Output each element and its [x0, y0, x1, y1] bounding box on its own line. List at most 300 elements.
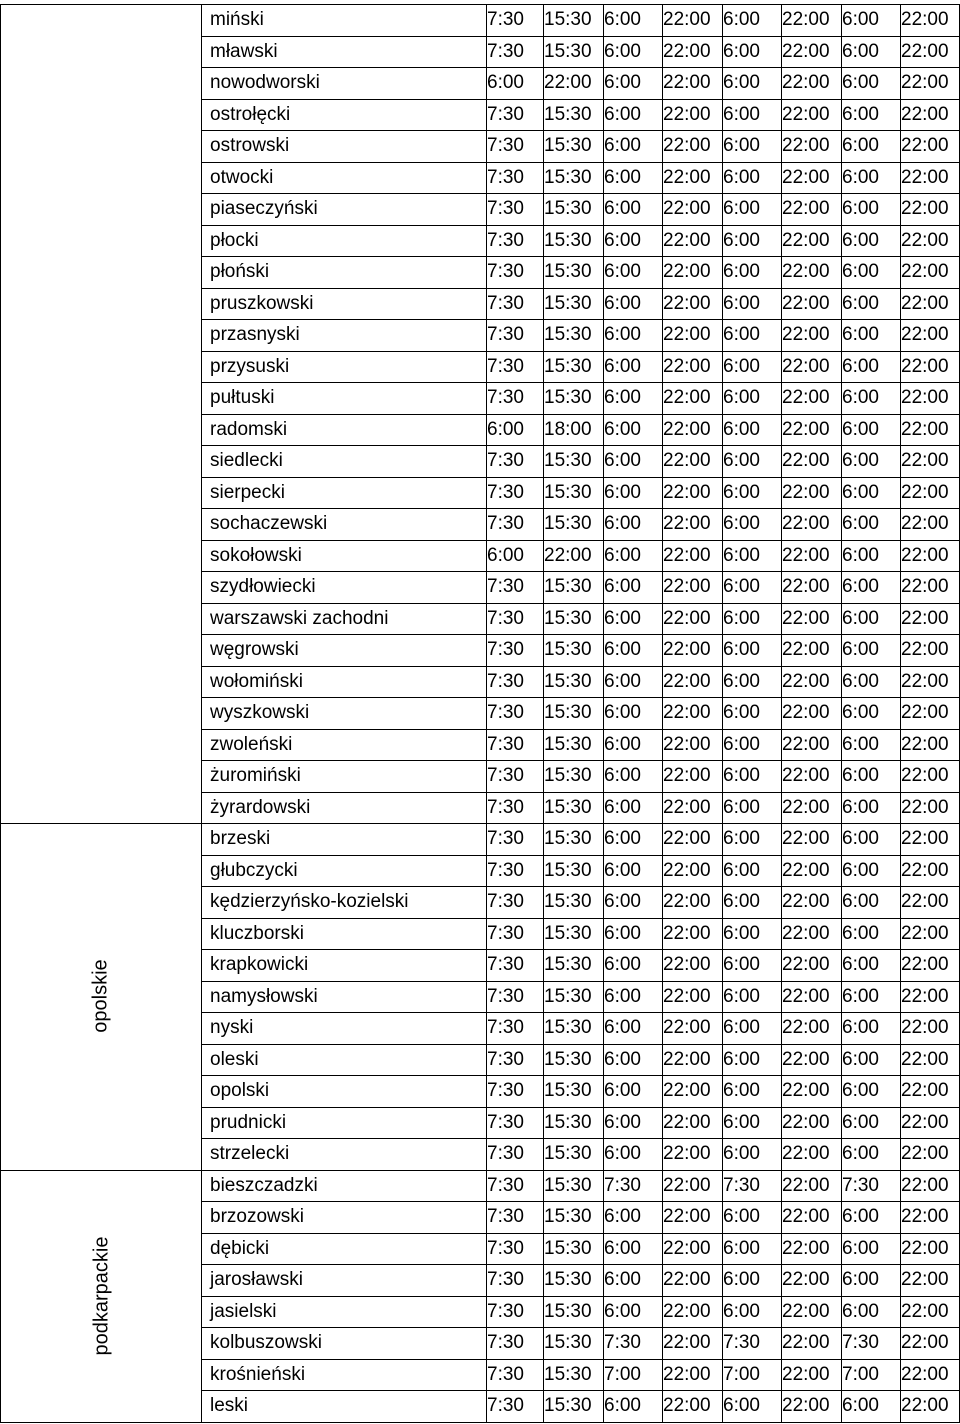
time-cell: 6:00	[723, 918, 782, 950]
time-cell: 6:00	[723, 540, 782, 572]
time-cell: 22:00	[901, 99, 960, 131]
time-cell: 22:00	[782, 68, 842, 100]
time-cell: 22:00	[901, 509, 960, 541]
time-cell: 6:00	[723, 414, 782, 446]
county-name: opolski	[202, 1076, 487, 1108]
time-cell: 15:30	[544, 1170, 604, 1202]
time-cell: 15:30	[544, 950, 604, 982]
time-cell: 6:00	[604, 1076, 663, 1108]
time-cell: 6:00	[842, 288, 901, 320]
county-name: wyszkowski	[202, 698, 487, 730]
time-cell: 6:00	[604, 414, 663, 446]
time-cell: 6:00	[604, 1233, 663, 1265]
time-cell: 15:30	[544, 131, 604, 163]
region-label: podkarpackie	[90, 1236, 112, 1355]
time-cell: 7:30	[487, 509, 544, 541]
county-name: sokołowski	[202, 540, 487, 572]
time-cell: 15:30	[544, 5, 604, 37]
time-cell: 22:00	[782, 1296, 842, 1328]
time-cell: 7:30	[487, 1359, 544, 1391]
time-cell: 22:00	[663, 1359, 723, 1391]
county-name: kolbuszowski	[202, 1328, 487, 1360]
time-cell: 6:00	[604, 162, 663, 194]
time-cell: 7:30	[487, 1233, 544, 1265]
time-cell: 22:00	[782, 981, 842, 1013]
time-cell: 6:00	[723, 257, 782, 289]
time-cell: 6:00	[604, 1139, 663, 1171]
time-cell: 6:00	[842, 1139, 901, 1171]
time-cell: 15:30	[544, 666, 604, 698]
time-cell: 22:00	[663, 540, 723, 572]
time-cell: 15:30	[544, 918, 604, 950]
time-cell: 6:00	[842, 414, 901, 446]
county-name: pułtuski	[202, 383, 487, 415]
time-cell: 7:30	[487, 824, 544, 856]
time-cell: 22:00	[663, 1139, 723, 1171]
time-cell: 22:00	[901, 257, 960, 289]
time-cell: 22:00	[663, 1170, 723, 1202]
county-name: siedlecki	[202, 446, 487, 478]
time-cell: 6:00	[842, 383, 901, 415]
time-cell: 22:00	[782, 351, 842, 383]
region-cell	[1, 824, 202, 1171]
time-cell: 22:00	[901, 288, 960, 320]
time-cell: 7:30	[487, 5, 544, 37]
county-name: płoński	[202, 257, 487, 289]
time-cell: 22:00	[782, 131, 842, 163]
time-cell: 15:30	[544, 1359, 604, 1391]
time-cell: 6:00	[723, 320, 782, 352]
time-cell: 6:00	[604, 698, 663, 730]
county-name: żyrardowski	[202, 792, 487, 824]
time-cell: 22:00	[901, 162, 960, 194]
county-name: przasnyski	[202, 320, 487, 352]
time-cell: 22:00	[782, 320, 842, 352]
time-cell: 22:00	[782, 1013, 842, 1045]
time-cell: 6:00	[723, 225, 782, 257]
county-name: oleski	[202, 1044, 487, 1076]
time-cell: 22:00	[901, 320, 960, 352]
time-cell: 7:30	[487, 887, 544, 919]
time-cell: 6:00	[723, 351, 782, 383]
time-cell: 6:00	[604, 1044, 663, 1076]
county-name: warszawski zachodni	[202, 603, 487, 635]
time-cell: 7:30	[487, 194, 544, 226]
time-cell: 6:00	[723, 1044, 782, 1076]
time-cell: 7:30	[487, 351, 544, 383]
time-cell: 6:00	[842, 1296, 901, 1328]
time-cell: 6:00	[723, 68, 782, 100]
county-name: prudnicki	[202, 1107, 487, 1139]
time-cell: 6:00	[723, 5, 782, 37]
time-cell: 15:30	[544, 509, 604, 541]
time-cell: 6:00	[604, 950, 663, 982]
time-cell: 15:30	[544, 572, 604, 604]
time-cell: 6:00	[723, 666, 782, 698]
time-cell: 22:00	[663, 320, 723, 352]
time-cell: 22:00	[901, 572, 960, 604]
time-cell: 22:00	[663, 824, 723, 856]
time-cell: 6:00	[723, 383, 782, 415]
time-cell: 6:00	[842, 1076, 901, 1108]
time-cell: 6:00	[723, 446, 782, 478]
time-cell: 7:30	[487, 477, 544, 509]
county-name: radomski	[202, 414, 487, 446]
time-cell: 22:00	[663, 698, 723, 730]
time-cell: 6:00	[723, 729, 782, 761]
time-cell: 22:00	[901, 1202, 960, 1234]
county-name: żuromiński	[202, 761, 487, 793]
county-name: przysuski	[202, 351, 487, 383]
time-cell: 22:00	[663, 257, 723, 289]
time-cell: 6:00	[604, 1265, 663, 1297]
time-cell: 22:00	[901, 666, 960, 698]
time-cell: 7:00	[723, 1359, 782, 1391]
time-cell: 6:00	[723, 1202, 782, 1234]
county-name: sochaczewski	[202, 509, 487, 541]
time-cell: 6:00	[842, 540, 901, 572]
time-cell: 15:30	[544, 1202, 604, 1234]
time-cell: 22:00	[663, 1202, 723, 1234]
time-cell: 15:30	[544, 824, 604, 856]
time-cell: 7:30	[487, 572, 544, 604]
time-cell: 7:30	[487, 729, 544, 761]
time-cell: 6:00	[723, 792, 782, 824]
time-cell: 15:30	[544, 698, 604, 730]
time-cell: 7:30	[604, 1328, 663, 1360]
time-cell: 6:00	[604, 1296, 663, 1328]
county-name: otwocki	[202, 162, 487, 194]
time-cell: 22:00	[782, 1391, 842, 1423]
time-cell: 22:00	[782, 1107, 842, 1139]
time-cell: 22:00	[901, 414, 960, 446]
time-cell: 7:00	[604, 1359, 663, 1391]
time-cell: 22:00	[901, 540, 960, 572]
time-cell: 7:30	[487, 99, 544, 131]
county-name: brzeski	[202, 824, 487, 856]
time-cell: 15:30	[544, 99, 604, 131]
county-name: zwoleński	[202, 729, 487, 761]
time-cell: 22:00	[901, 1013, 960, 1045]
time-cell: 6:00	[842, 1107, 901, 1139]
time-cell: 6:00	[842, 225, 901, 257]
time-cell: 22:00	[901, 1076, 960, 1108]
time-cell: 6:00	[723, 194, 782, 226]
time-cell: 22:00	[663, 666, 723, 698]
time-cell: 22:00	[901, 383, 960, 415]
time-cell: 6:00	[604, 855, 663, 887]
time-cell: 22:00	[782, 635, 842, 667]
time-cell: 6:00	[723, 477, 782, 509]
time-cell: 6:00	[842, 635, 901, 667]
time-cell: 22:00	[663, 1265, 723, 1297]
time-cell: 15:30	[544, 1107, 604, 1139]
county-name: jasielski	[202, 1296, 487, 1328]
time-cell: 22:00	[663, 572, 723, 604]
time-cell: 22:00	[663, 288, 723, 320]
county-name: szydłowiecki	[202, 572, 487, 604]
time-cell: 6:00	[723, 887, 782, 919]
time-cell: 6:00	[723, 1233, 782, 1265]
time-cell: 7:30	[487, 225, 544, 257]
time-cell: 7:30	[487, 698, 544, 730]
time-cell: 22:00	[663, 950, 723, 982]
time-cell: 22:00	[782, 194, 842, 226]
time-cell: 7:30	[487, 1170, 544, 1202]
time-cell: 22:00	[901, 1391, 960, 1423]
time-cell: 22:00	[782, 288, 842, 320]
time-cell: 6:00	[604, 68, 663, 100]
time-cell: 15:30	[544, 792, 604, 824]
time-cell: 22:00	[901, 792, 960, 824]
time-cell: 7:30	[487, 918, 544, 950]
time-cell: 7:30	[842, 1328, 901, 1360]
time-cell: 6:00	[842, 320, 901, 352]
table-row	[1, 1170, 960, 1202]
time-cell: 6:00	[842, 1202, 901, 1234]
time-cell: 6:00	[842, 1233, 901, 1265]
time-cell: 7:30	[487, 761, 544, 793]
county-name: ostrołęcki	[202, 99, 487, 131]
time-cell: 22:00	[901, 1265, 960, 1297]
time-cell: 7:30	[487, 383, 544, 415]
county-name: dębicki	[202, 1233, 487, 1265]
time-cell: 7:30	[487, 635, 544, 667]
time-cell: 22:00	[782, 257, 842, 289]
time-cell: 22:00	[782, 1233, 842, 1265]
county-name: mławski	[202, 36, 487, 68]
time-cell: 6:00	[723, 855, 782, 887]
time-cell: 6:00	[723, 99, 782, 131]
time-cell: 22:00	[663, 162, 723, 194]
time-cell: 6:00	[842, 729, 901, 761]
time-cell: 6:00	[604, 540, 663, 572]
time-cell: 7:30	[487, 36, 544, 68]
table-row	[1, 5, 960, 37]
time-cell: 22:00	[901, 1139, 960, 1171]
time-cell: 15:30	[544, 162, 604, 194]
time-cell: 7:30	[487, 1107, 544, 1139]
time-cell: 6:00	[842, 194, 901, 226]
time-cell: 22:00	[663, 1076, 723, 1108]
schedule-body	[1, 5, 960, 1423]
time-cell: 6:00	[604, 635, 663, 667]
time-cell: 6:00	[842, 698, 901, 730]
time-cell: 6:00	[604, 225, 663, 257]
time-cell: 6:00	[842, 824, 901, 856]
time-cell: 6:00	[487, 414, 544, 446]
time-cell: 22:00	[782, 446, 842, 478]
time-cell: 6:00	[604, 320, 663, 352]
time-cell: 6:00	[842, 36, 901, 68]
county-name: krapkowicki	[202, 950, 487, 982]
time-cell: 22:00	[782, 1359, 842, 1391]
time-cell: 22:00	[782, 540, 842, 572]
time-cell: 22:00	[901, 351, 960, 383]
time-cell: 6:00	[842, 5, 901, 37]
time-cell: 6:00	[723, 1265, 782, 1297]
time-cell: 6:00	[723, 1139, 782, 1171]
time-cell: 6:00	[604, 288, 663, 320]
time-cell: 6:00	[723, 950, 782, 982]
time-cell: 22:00	[782, 1139, 842, 1171]
time-cell: 6:00	[604, 5, 663, 37]
time-cell: 6:00	[842, 950, 901, 982]
time-cell: 22:00	[782, 477, 842, 509]
time-cell: 7:30	[842, 1170, 901, 1202]
county-name: bieszczadzki	[202, 1170, 487, 1202]
time-cell: 6:00	[604, 887, 663, 919]
time-cell: 6:00	[842, 99, 901, 131]
time-cell: 6:00	[842, 68, 901, 100]
time-cell: 22:00	[782, 887, 842, 919]
time-cell: 22:00	[782, 162, 842, 194]
time-cell: 7:30	[487, 1139, 544, 1171]
time-cell: 22:00	[663, 1044, 723, 1076]
time-cell: 22:00	[782, 1202, 842, 1234]
time-cell: 6:00	[723, 1296, 782, 1328]
time-cell: 7:30	[487, 1391, 544, 1423]
time-cell: 22:00	[663, 477, 723, 509]
time-cell: 22:00	[901, 698, 960, 730]
time-cell: 22:00	[782, 666, 842, 698]
time-cell: 22:00	[663, 761, 723, 793]
time-cell: 22:00	[901, 918, 960, 950]
time-cell: 15:30	[544, 36, 604, 68]
time-cell: 6:00	[723, 1013, 782, 1045]
county-name: namysłowski	[202, 981, 487, 1013]
time-cell: 7:30	[487, 1076, 544, 1108]
time-cell: 22:00	[782, 918, 842, 950]
time-cell: 6:00	[842, 1391, 901, 1423]
time-cell: 6:00	[604, 351, 663, 383]
time-cell: 22:00	[901, 131, 960, 163]
time-cell: 6:00	[723, 761, 782, 793]
time-cell: 6:00	[604, 761, 663, 793]
time-cell: 22:00	[782, 603, 842, 635]
time-cell: 6:00	[723, 981, 782, 1013]
time-cell: 22:00	[663, 887, 723, 919]
time-cell: 22:00	[782, 824, 842, 856]
time-cell: 22:00	[663, 855, 723, 887]
time-cell: 22:00	[901, 1170, 960, 1202]
county-name: nyski	[202, 1013, 487, 1045]
time-cell: 22:00	[782, 950, 842, 982]
time-cell: 15:30	[544, 446, 604, 478]
time-cell: 7:30	[723, 1328, 782, 1360]
time-cell: 15:30	[544, 1013, 604, 1045]
county-name: pruszkowski	[202, 288, 487, 320]
time-cell: 6:00	[842, 981, 901, 1013]
time-cell: 7:30	[487, 666, 544, 698]
time-cell: 22:00	[901, 446, 960, 478]
time-cell: 22:00	[782, 792, 842, 824]
time-cell: 6:00	[723, 162, 782, 194]
time-cell: 15:30	[544, 288, 604, 320]
time-cell: 22:00	[663, 792, 723, 824]
time-cell: 6:00	[487, 540, 544, 572]
county-name: kluczborski	[202, 918, 487, 950]
table-row	[1, 824, 960, 856]
time-cell: 15:30	[544, 320, 604, 352]
time-cell: 22:00	[782, 509, 842, 541]
time-cell: 6:00	[604, 1107, 663, 1139]
time-cell: 6:00	[842, 162, 901, 194]
county-name: krośnieński	[202, 1359, 487, 1391]
time-cell: 7:30	[487, 1202, 544, 1234]
time-cell: 22:00	[663, 981, 723, 1013]
time-cell: 22:00	[901, 855, 960, 887]
time-cell: 7:30	[487, 320, 544, 352]
time-cell: 15:30	[544, 351, 604, 383]
time-cell: 22:00	[901, 225, 960, 257]
time-cell: 22:00	[901, 1328, 960, 1360]
time-cell: 15:30	[544, 1265, 604, 1297]
time-cell: 22:00	[782, 1044, 842, 1076]
time-cell: 6:00	[842, 477, 901, 509]
time-cell: 7:30	[487, 1328, 544, 1360]
time-cell: 22:00	[901, 477, 960, 509]
time-cell: 7:30	[487, 162, 544, 194]
time-cell: 22:00	[901, 887, 960, 919]
time-cell: 15:30	[544, 225, 604, 257]
time-cell: 22:00	[901, 1359, 960, 1391]
time-cell: 6:00	[604, 446, 663, 478]
county-name: płocki	[202, 225, 487, 257]
time-cell: 6:00	[604, 1391, 663, 1423]
time-cell: 15:30	[544, 477, 604, 509]
time-cell: 6:00	[723, 36, 782, 68]
time-cell: 6:00	[604, 572, 663, 604]
time-cell: 22:00	[782, 1265, 842, 1297]
time-cell: 15:30	[544, 1139, 604, 1171]
time-cell: 22:00	[663, 36, 723, 68]
time-cell: 22:00	[663, 1296, 723, 1328]
time-cell: 22:00	[663, 194, 723, 226]
time-cell: 6:00	[604, 729, 663, 761]
time-cell: 22:00	[663, 1107, 723, 1139]
time-cell: 7:30	[487, 1013, 544, 1045]
time-cell: 15:30	[544, 1076, 604, 1108]
time-cell: 15:30	[544, 887, 604, 919]
time-cell: 22:00	[901, 68, 960, 100]
county-name: miński	[202, 5, 487, 37]
time-cell: 15:30	[544, 1044, 604, 1076]
time-cell: 22:00	[663, 918, 723, 950]
time-cell: 7:30	[487, 131, 544, 163]
time-cell: 6:00	[604, 257, 663, 289]
time-cell: 7:30	[487, 981, 544, 1013]
time-cell: 6:00	[723, 509, 782, 541]
time-cell: 22:00	[663, 131, 723, 163]
time-cell: 6:00	[604, 383, 663, 415]
time-cell: 6:00	[842, 887, 901, 919]
time-cell: 22:00	[901, 635, 960, 667]
time-cell: 6:00	[842, 855, 901, 887]
time-cell: 22:00	[663, 414, 723, 446]
time-cell: 22:00	[663, 383, 723, 415]
time-cell: 22:00	[663, 603, 723, 635]
county-name: wołomiński	[202, 666, 487, 698]
time-cell: 6:00	[604, 1013, 663, 1045]
time-cell: 22:00	[782, 729, 842, 761]
time-cell: 15:30	[544, 1233, 604, 1265]
county-name: ostrowski	[202, 131, 487, 163]
time-cell: 22:00	[663, 1391, 723, 1423]
time-cell: 22:00	[782, 99, 842, 131]
time-cell: 22:00	[663, 509, 723, 541]
time-cell: 22:00	[663, 635, 723, 667]
